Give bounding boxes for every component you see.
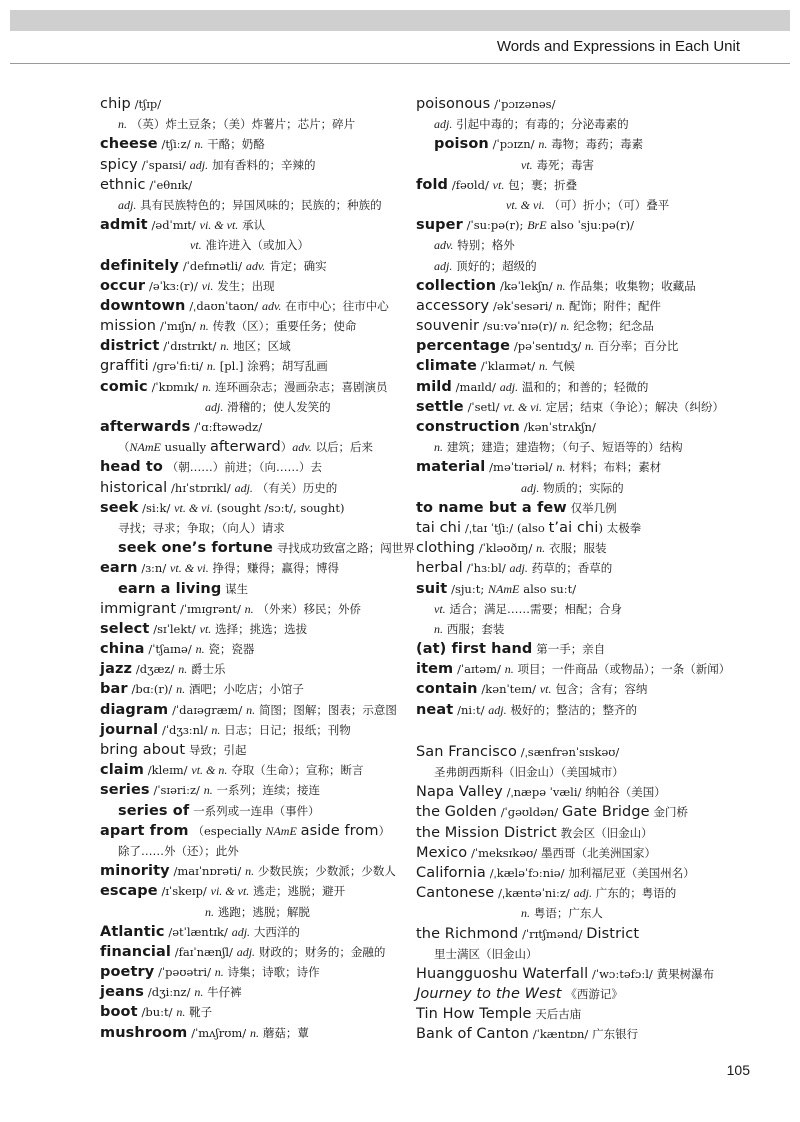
entry-napa-valley: Napa Valley /ˌnæpə ˈvæli/ 纳帕谷（美国） xyxy=(416,784,666,801)
entry-poison-sense2: vt. 毒死；毒害 xyxy=(521,157,594,172)
entry-clothing: clothing /ˈkləʊðɪŋ/ n. 衣服；服装 xyxy=(416,540,607,557)
entry-tin-how-temple: Tin How Temple 天后古庙 xyxy=(416,1006,582,1023)
entry-afterwards-sense: （NAmE usually afterward）adv. 以后；后来 xyxy=(118,439,374,456)
entry-bar: bar /bɑː(r)/ n. 酒吧；小吃店；小馆子 xyxy=(100,681,304,698)
entry-downtown: downtown /ˌdaʊnˈtaʊn/ adv. 在市中心；往市中心 xyxy=(100,297,389,314)
entry-district: district /ˈdɪstrɪkt/ n. 地区；区域 xyxy=(100,338,291,355)
entry-material: material /məˈtɪəriəl/ n. 材料；布料；素材 xyxy=(416,459,662,476)
entry-ethnic: ethnic /ˈeθnɪk/ xyxy=(100,176,193,193)
entry-select: select /sɪˈlekt/ vt. 选择；挑选；选拔 xyxy=(100,620,308,637)
header-divider xyxy=(10,63,790,64)
entry-series-of: series of 一系列或一连串（事件） xyxy=(118,802,320,819)
page-number: 105 xyxy=(726,1062,750,1078)
entry-journey-to-the-west: Journey to the West 《西游记》 xyxy=(416,986,623,1003)
entry-accessory: accessory /əkˈsesəri/ n. 配饰；附件；配件 xyxy=(416,297,661,314)
entry-mushroom: mushroom /ˈmʌʃrʊm/ n. 蘑菇；蕈 xyxy=(100,1024,309,1041)
entry-climate: climate /ˈklaɪmət/ n. 气候 xyxy=(416,358,575,375)
entry-super-sense2: adj. 顶好的；超级的 xyxy=(434,258,537,273)
header-band xyxy=(10,10,790,31)
entry-cheese: cheese /tʃiːz/ n. 干酪；奶酪 xyxy=(100,136,265,153)
entry-bank-of-canton: Bank of Canton /ˈkæntɒn/ 广东银行 xyxy=(416,1026,639,1043)
entry-admit: admit /ədˈmɪt/ vi. & vt. 承认 xyxy=(100,217,266,234)
entry-definitely: definitely /ˈdefɪnətli/ adv. 肯定；确实 xyxy=(100,257,327,274)
entry-super-sense: adv. 特别；格外 xyxy=(434,238,515,253)
entry-herbal: herbal /ˈhɜːbl/ adj. 药草的；香草的 xyxy=(416,560,613,577)
entry-jeans: jeans /dʒiːnz/ n. 牛仔裤 xyxy=(100,984,242,1001)
entry-first-hand: (at) first hand 第一手；亲自 xyxy=(416,641,606,658)
entry-golden-gate: the Golden /ˈɡəʊldən/ Gate Bridge 金门桥 xyxy=(416,804,689,821)
entry-richmond: the Richmond /ˈrɪtʃmənd/ District xyxy=(416,925,640,942)
entry-souvenir: souvenir /suːvəˈnɪə(r)/ n. 纪念物；纪念品 xyxy=(416,318,654,335)
entry-financial: financial /faɪˈnænʃl/ adj. 财政的；财务的；金融的 xyxy=(100,943,386,960)
entry-journal: journal /ˈdʒɜːnl/ n. 日志；日记；报纸；刊物 xyxy=(100,721,351,738)
entry-construction-sense: n. 建筑；建造；建造物；（句子、短语等的）结构 xyxy=(434,440,683,455)
entry-contain: contain /kənˈteɪn/ vt. 包含；含有；容纳 xyxy=(416,681,648,698)
entry-afterwards: afterwards /ˈɑːftəwədz/ xyxy=(100,419,263,435)
entry-china: china /ˈtʃaɪnə/ n. 瓷；瓷器 xyxy=(100,641,255,658)
entry-construction: construction /kənˈstrʌkʃn/ xyxy=(416,419,596,435)
entry-comic-sense2: adj. 滑稽的；使人发笑的 xyxy=(205,399,331,414)
entry-bring-about: bring about 导致；引起 xyxy=(100,742,247,758)
entry-san-francisco-sense: 圣弗朗西斯科（旧金山）（美国城市） xyxy=(434,765,624,779)
entry-spicy: spicy /ˈspaɪsi/ adj. 加有香料的；辛辣的 xyxy=(100,156,316,173)
entry-california: California /ˌkæləˈfɔːniə/ 加利福尼亚（美国州名） xyxy=(416,864,695,881)
entry-settle: settle /ˈsetl/ vt. & vi. 定居；结束（争论）；解决（纠纷） xyxy=(416,398,725,415)
entry-apart-from-sense: 除了……外（还）；此外 xyxy=(118,843,239,858)
entry-diagram: diagram /ˈdaɪəɡræm/ n. 简图；图解；图表；示意图 xyxy=(100,701,397,718)
entry-to-name-but-a-few: to name but a few 仅举几例 xyxy=(416,499,617,516)
entry-immigrant: immigrant /ˈɪmɪɡrənt/ n. （外来）移民；外侨 xyxy=(100,600,361,617)
entry-apart-from: apart from （especially NAmE aside from） xyxy=(100,822,391,839)
entry-mission-district: the Mission District 教会区（旧金山） xyxy=(416,824,653,841)
entry-atlantic: Atlantic /ətˈlæntɪk/ adj. 大西洋的 xyxy=(100,923,300,940)
entry-occur: occur /əˈkɜː(r)/ vi. 发生；出现 xyxy=(100,277,275,294)
entry-head-to: head to （朝……）前进；（向……）去 xyxy=(100,459,323,476)
entry-chip: chip /tʃɪp/ xyxy=(100,96,162,112)
right-column xyxy=(416,94,746,1045)
entry-mexico: Mexico /ˈmeksɪkəʊ/ 墨西哥（北美洲国家） xyxy=(416,844,656,861)
entry-cantonese: Cantonese /ˌkæntəˈniːz/ adj. 广东的；粤语的 xyxy=(416,885,677,902)
entry-collection: collection /kəˈlekʃn/ n. 作品集；收集物；收藏品 xyxy=(416,277,696,294)
entry-escape: escape /ɪˈskeɪp/ vi. & vt. 逃走；逃脱；避开 xyxy=(100,883,346,900)
entry-claim: claim /kleɪm/ vt. & n. 夺取（生命）；宣称；断言 xyxy=(100,762,364,779)
entry-neat: neat /niːt/ adj. 极好的；整洁的；整齐的 xyxy=(416,701,637,718)
left-column xyxy=(100,94,415,1043)
entry-series: series /ˈsɪəriːz/ n. 一系列；连续；接连 xyxy=(100,782,321,799)
entry-suit-sense2: n. 西服；套装 xyxy=(434,621,505,636)
section-gap xyxy=(416,720,746,742)
entry-seek-sense: 寻找；寻求；争取；（向人）请求 xyxy=(118,520,285,535)
entry-mission: mission /ˈmɪʃn/ n. 传教（区）；重要任务；使命 xyxy=(100,318,357,335)
entry-item: item /ˈaɪtəm/ n. 项目；一件商品（或物品）；一条（新闻） xyxy=(416,661,731,678)
entry-jazz: jazz /dʒæz/ n. 爵士乐 xyxy=(100,661,226,678)
entry-historical: historical /hɪˈstɒrɪkl/ adj. （有关）历史的 xyxy=(100,479,338,496)
entry-poetry: poetry /ˈpəʊətri/ n. 诗集；诗歌；诗作 xyxy=(100,964,320,981)
entry-poisonous: poisonous /ˈpɔɪzənəs/ xyxy=(416,96,556,112)
entry-chip-sense: n. （英）炸土豆条；（美）炸薯片；芯片；碎片 xyxy=(118,117,356,132)
entry-earn-living: earn a living 谋生 xyxy=(118,580,249,597)
entry-percentage: percentage /pəˈsentɪdʒ/ n. 百分率；百分比 xyxy=(416,338,679,355)
entry-mild: mild /maɪld/ adj. 温和的；和善的；轻微的 xyxy=(416,378,649,395)
entry-san-francisco: San Francisco /ˌsænfrənˈsɪskəʊ/ xyxy=(416,743,620,760)
entry-fold-sense2: vt. & vi. （可）折小；（可）叠平 xyxy=(506,197,670,212)
entry-super: super /ˈsuːpə(r); BrE also ˈsjuːpə(r)/ xyxy=(416,217,634,234)
entry-suit-sense: vt. 适合；满足……需要；相配；合身 xyxy=(434,601,622,616)
entry-huangguoshu: Huangguoshu Waterfall /ˈwɔːtəfɔːl/ 黄果树瀑布 xyxy=(416,965,715,982)
entry-seek: seek /siːk/ vt. & vi. (sought /sɔːt/, sought) xyxy=(100,499,345,516)
entry-seek-fortune: seek one’s fortune 寻找成功致富之路；闯世界 xyxy=(118,540,415,557)
entry-graffiti: graffiti /ɡrəˈfiːti/ n. [pl.] 涂鸦；胡写乱画 xyxy=(100,358,328,375)
entry-ethnic-sense: adj. 具有民族特色的；异国风味的；民族的；种族的 xyxy=(118,197,382,212)
entry-escape-sense2: n. 逃跑；逃脱；解脱 xyxy=(205,904,310,919)
entry-tai-chi: tai chi /ˌtaɪ ˈtʃiː/ (also t’ai chi) 太极拳 xyxy=(416,519,642,536)
entry-poisonous-sense: adj. 引起中毒的；有毒的；分泌毒素的 xyxy=(434,117,629,132)
entry-material-sense2: adj. 物质的；实际的 xyxy=(521,480,624,495)
entry-fold: fold /fəʊld/ vt. 包；裹；折叠 xyxy=(416,176,578,193)
entry-earn: earn /ɜːn/ vt. & vi. 挣得；赚得；赢得；博得 xyxy=(100,560,340,577)
entry-suit: suit /sjuːt; NAmE also suːt/ xyxy=(416,580,577,597)
entry-comic: comic /ˈkɒmɪk/ n. 连环画杂志；漫画杂志；喜剧演员 xyxy=(100,378,388,395)
running-title: Words and Expressions in Each Unit xyxy=(496,38,740,55)
entry-boot: boot /buːt/ n. 靴子 xyxy=(100,1004,213,1021)
entry-admit-sense2: vt. 准许进入（或加入） xyxy=(190,238,309,253)
entry-richmond-sense: 里士满区（旧金山） xyxy=(434,946,538,961)
entry-poison: poison /ˈpɔɪzn/ n. 毒物；毒药；毒素 xyxy=(434,136,644,153)
entry-minority: minority /maɪˈnɒrəti/ n. 少数民族；少数派；少数人 xyxy=(100,863,396,880)
entry-cantonese-sense2: n. 粤语；广东人 xyxy=(521,906,603,921)
